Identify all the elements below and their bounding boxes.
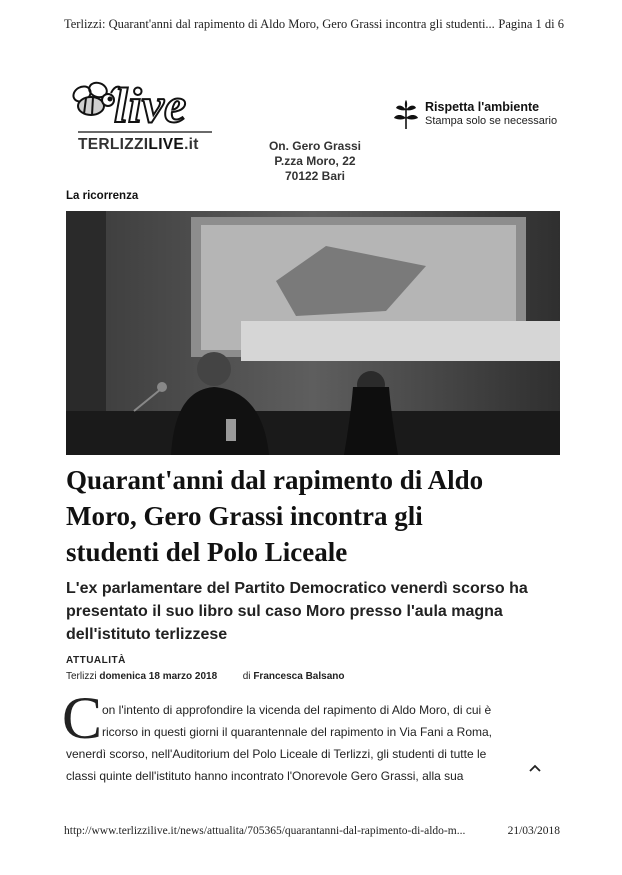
site-name-part1: TERLIZZI (78, 136, 149, 153)
print-footer-url: http://www.terlizzilive.it/news/attualita/705365/quarantanni-dal-rapimento-di-aldo-m... (64, 825, 466, 837)
article-kicker: La ricorrenza (66, 190, 139, 202)
byline-author[interactable]: Francesca Balsano (253, 671, 345, 682)
print-header (64, 17, 564, 32)
stamp-line-city: 70122 Bari (284, 169, 346, 183)
article-subhead (66, 577, 566, 646)
eco-notice (393, 100, 557, 130)
headline-line: studenti del Polo Liceale (66, 537, 348, 567)
byline-date: domenica 18 marzo 2018 (99, 671, 218, 682)
print-footer (64, 825, 560, 837)
article-section[interactable]: ATTUALITÀ (66, 655, 126, 666)
stamp-line-name: On. Gero Grassi (268, 139, 362, 153)
bee-icon (71, 80, 120, 115)
site-name-part2: LIVE (148, 136, 185, 153)
eco-title: Rispetta l'ambiente (425, 100, 540, 114)
logo-word: live (114, 77, 187, 133)
body-line: venerdì scorso, nell'Auditorium del Polo Liceale di Terlizzi, gli studenti di tutte le (66, 747, 487, 761)
headline-line: Moro, Gero Grassi incontra gli (66, 501, 423, 531)
print-header-title: Terlizzi: Quarant'anni dal rapimento di Aldo Moro, Gero Grassi incontra gli studenti... (64, 17, 495, 31)
article-photo[interactable] (66, 211, 560, 455)
chevron-up-icon[interactable] (528, 763, 542, 773)
print-footer-date: 21/03/2018 (507, 825, 560, 837)
subhead-line: presentato il suo libro sul caso Moro presso l'aula magna (66, 603, 503, 620)
site-name-part3: .it (184, 136, 199, 153)
print-header-page: Pagina 1 di 6 (498, 17, 564, 31)
article-byline (66, 671, 345, 682)
drop-cap: C (62, 685, 103, 751)
subhead-line: dell'istituto terlizzese (66, 626, 228, 643)
address-stamp (255, 139, 375, 184)
byline-place: Terlizzi (66, 671, 97, 682)
stamp-line-street: P.zza Moro, 22 (274, 154, 356, 168)
body-line: ricorso in questi giorni il quarantennale del rapimento in Via Fani a Roma, (102, 725, 492, 739)
leaf-plant-icon (393, 100, 419, 130)
body-line: on l'intento di approfondire la vicenda del rapimento di Aldo Moro, di cui è (102, 703, 492, 717)
body-line: classi quinte dell'istituto hanno incontrato l'Onorevole Gero Grassi, alla sua (66, 769, 464, 783)
byline-author-prefix: di (242, 671, 251, 682)
eco-subtitle: Stampa solo se necessario (425, 115, 558, 127)
headline-line: Quarant'anni dal rapimento di Aldo (66, 465, 484, 495)
article-headline (66, 462, 566, 570)
site-name[interactable] (78, 136, 199, 154)
subhead-line: L'ex parlamentare del Partito Democratico venerdì scorso ha (66, 580, 528, 597)
article-body (66, 699, 562, 787)
